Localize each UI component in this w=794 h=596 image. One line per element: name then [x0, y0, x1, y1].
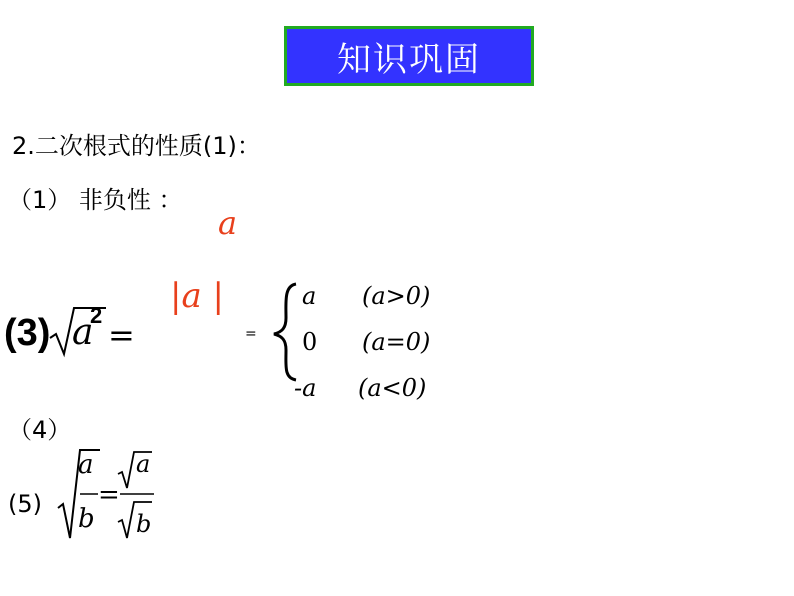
case1-value: a [302, 282, 317, 310]
item1-answer: a [218, 204, 238, 242]
item5-rhs-denominator: b [136, 510, 152, 538]
item3-equals: = [108, 316, 135, 354]
item3-exponent: 2 [90, 303, 103, 328]
item5-numerator: a [78, 450, 94, 480]
item3-radicand: a [72, 312, 94, 353]
case3-condition: (a<0) [358, 374, 427, 402]
item5-label: (5) [8, 490, 42, 518]
case3-value: -a [294, 374, 317, 402]
item4-label: （4） [8, 416, 72, 444]
item5-rhs-numerator: a [136, 450, 151, 478]
item3-abs-answer: |a | [170, 276, 224, 316]
item5-denominator: b [78, 504, 95, 534]
case2-condition: (a=0) [362, 328, 431, 356]
item3-label: (3) [4, 312, 51, 354]
case2-value: 0 [302, 328, 318, 356]
case1-condition: (a>0) [362, 282, 431, 310]
item3-small-equals: = [245, 326, 257, 342]
item1-label: （1） 非负性 ： [8, 186, 183, 214]
section-heading: 2.二次根式的性质(1)： [12, 132, 261, 160]
brace-icon [272, 282, 302, 382]
item5-equals: = [98, 480, 120, 510]
page-title: 知识巩固 [337, 39, 481, 80]
title-banner [284, 26, 534, 86]
